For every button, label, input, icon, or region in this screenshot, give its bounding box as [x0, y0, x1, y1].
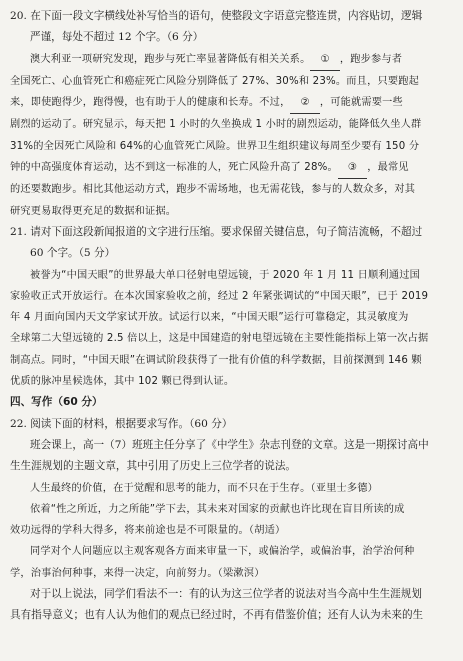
- q21-passage-line-2: 家验收正式开放运行。在本次国家验收之前，经过 2 年紧张调试的“中国天眼”，已于 2019: [10, 290, 429, 302]
- q21-passage-line-3: 年 4 月面向国内天文学家试开放。试运行以来，“中国天眼”运行可靠稳定，其灵敏度为: [10, 312, 409, 324]
- q21-prompt-line-2: 60 个字。（5 分）: [30, 247, 116, 260]
- q20-prompt-line-2: 严谨，每处不超过 12 个字。（6 分）: [30, 31, 204, 44]
- q22-quote-1: 人生最终的价值，在于觉醒和思考的能力，而不只在于生存。（亚里士多德）: [30, 482, 379, 494]
- q20-passage-line-1: 澳大利亚一项研究发现，跑步与死亡率显著降低有相关关系。 ① ，跑步参与者: [10, 49, 453, 71]
- q20-passage-line-4: 剧烈的运动了。研究显示，每天把 1 小时的久坐换成 1 小时的剧烈运动，能降低久坐人群: [10, 119, 422, 131]
- q20-passage-line-6: 钟的中高强度体育运动，达不到这一标准的人，死亡风险升高了 28%。 ③ ，最常见: [10, 157, 453, 179]
- q22-discussion-line-2: 具有指导意义；也有人认为他们的观点已经过时，不再有借鉴价值；还有人认为未来的生: [10, 609, 424, 622]
- q22-quote-3-line-1: 同学对个人问题应以主观客观各方面来审量一下，或偏治学，或偏治事，治学治何种: [30, 546, 415, 558]
- blank-2: ②: [290, 92, 319, 114]
- q21-prompt-line-1: 21. 请对下面这段新闻报道的文字进行压缩。要求保留关键信息，句子简洁流畅，不超过: [10, 225, 423, 238]
- q22-intro-line-2: 生生涯规划的主题文章，其中引用了历史上三位学者的说法。: [10, 460, 297, 473]
- q21-passage-line-6: 优质的脉冲星候选体，其中 102 颗已得到认证。: [10, 376, 235, 388]
- q21-passage-line-4: 全球第二大望远镜的 2.5 倍以上，这是中国建造的射电望远镜在主要性能指标上第一次占据: [10, 333, 429, 345]
- q22-intro-line-1: 班会课上，高一（7）班班主任分享了《中学生》杂志刊登的文章。这是一期探讨高中: [30, 438, 429, 451]
- q20-passage-line-2: 全国死亡、心血管死亡和癌症死亡风险分别降低了 27%、30%和 23%。而且，只要跑起: [10, 75, 420, 87]
- q22-quote-2-line-1: 依着“性之所近，力之所能”学下去，其未来对国家的贡献也许比现在盲目所读的成: [30, 503, 405, 515]
- question-21: [10, 222, 453, 392]
- q22-quote-3-line-2: 学，治事治何种事，来得一决定，向前努力。（梁漱溟）: [10, 567, 265, 579]
- q21-passage-line-5: 制高点。同时，“中国天眼”在调试阶段获得了一批有价值的科学数据，目前探测到 146 颗: [10, 354, 422, 366]
- q21-passage-line-1: 被誉为“中国天眼”的世界最大单口径射电望远镜，于 2020 年 1 月 11 日顺利通过国: [30, 269, 420, 281]
- blank-3: ③: [338, 157, 367, 179]
- q20-passage-line-3: 来，即使跑得少，跑得慢，也有助于人的健康和长寿。不过， ② ，可能就需要一些: [10, 92, 453, 114]
- question-22: [10, 414, 453, 627]
- q20-passage-line-8: 研究更易取得更充足的数据和证据。: [10, 205, 177, 217]
- q20-passage-line-7: 的还要数跑步。相比其他运动方式，跑步不需场地，也无需花钱，参与的人数众多，对其: [10, 184, 416, 196]
- question-20: [10, 6, 453, 222]
- section-4-heading: 四、写作（60 分）: [10, 396, 103, 409]
- blank-1: ①: [310, 49, 339, 71]
- q20-passage-line-5: 31%的全因死亡风险和 64%的心血管死亡风险。世界卫生组织建议每周至少要有 150 分: [10, 140, 420, 152]
- q22-discussion-line-1: 对于以上说法，同学们看法不一：有的认为这三位学者的说法对当今高中生生涯规划: [30, 588, 422, 601]
- q22-quote-2-line-2: 效功远得的学科大得多，将来前途也是不可限量的。（胡适）: [10, 525, 286, 537]
- q20-prompt-line-1: 20. 在下面一段文字横线处补写恰当的语句，使整段文字语意完整连贯，内容贴切，逻辑: [10, 10, 423, 22]
- q22-prompt: 22. 阅读下面的材料，根据要求写作。（60 分）: [10, 417, 233, 430]
